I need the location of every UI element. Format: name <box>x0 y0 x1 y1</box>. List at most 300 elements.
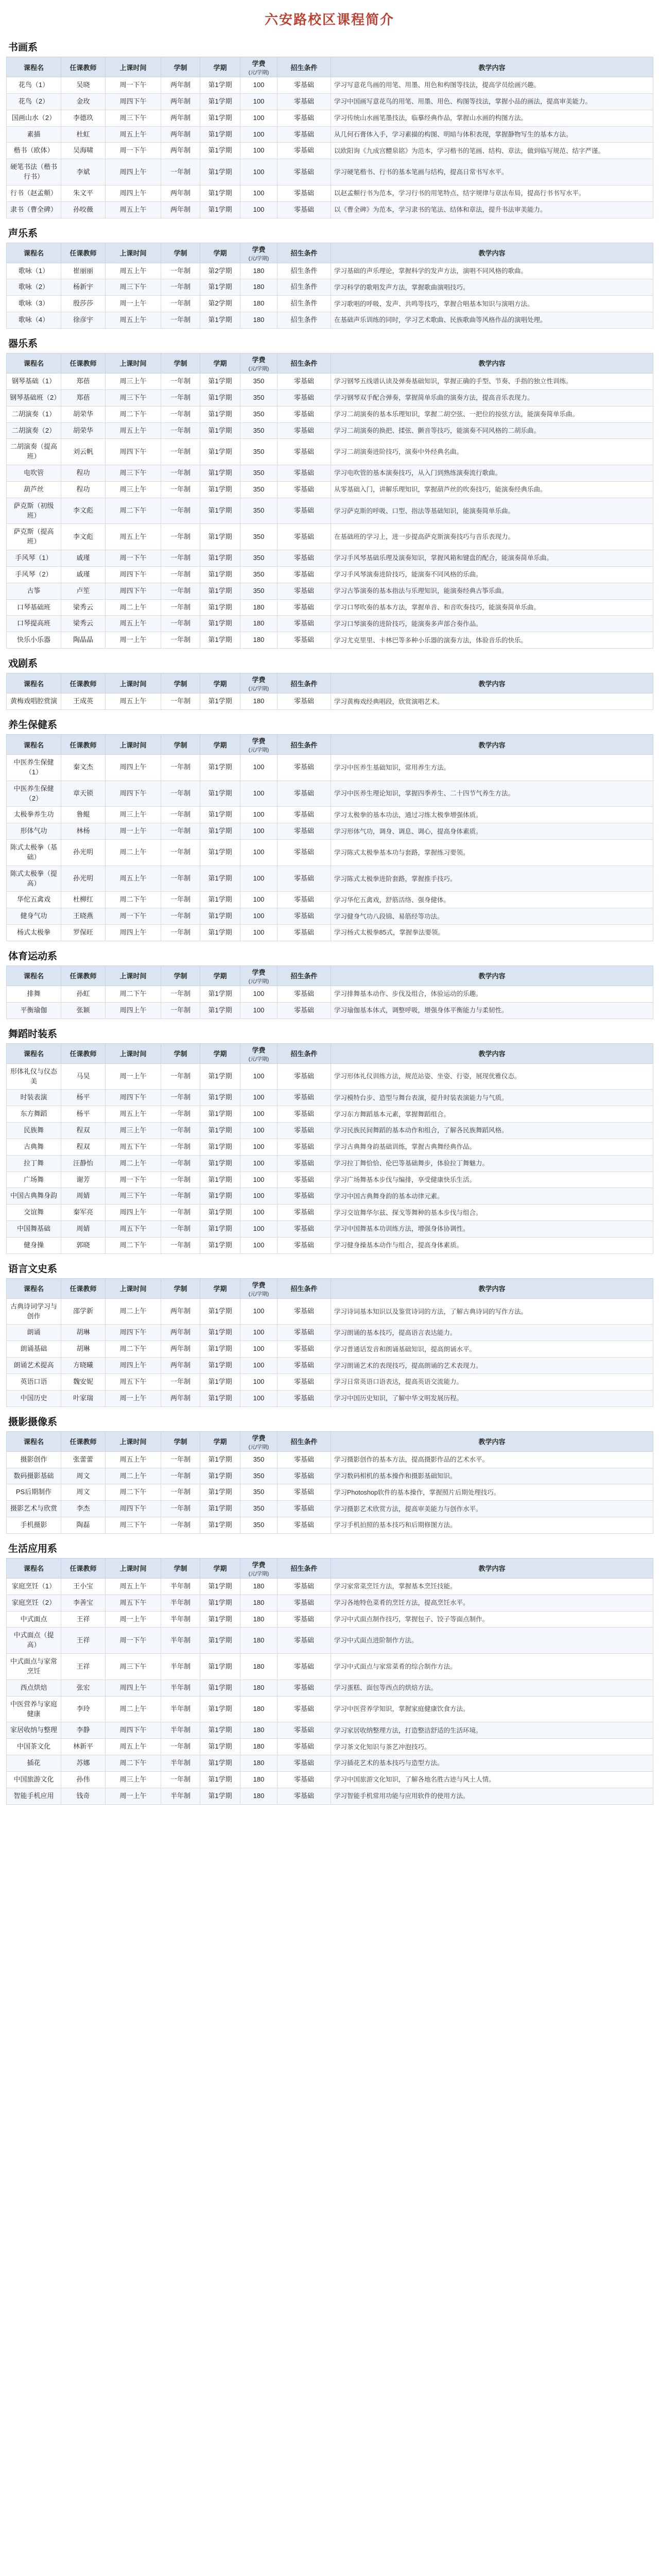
table-header-row <box>7 1431 653 1451</box>
tuition: 100 <box>240 1325 278 1341</box>
fee-unit: (元/学期) <box>248 1571 269 1577</box>
term-length: 半年制 <box>161 1628 200 1654</box>
course-description: 学习中医养生理论知识，掌握四季养生、二十四节气养生方法。 <box>331 781 653 807</box>
term-length: 一年制 <box>161 840 200 866</box>
class-time: 周三上午 <box>106 1771 161 1788</box>
teacher: 杨新宇 <box>61 279 106 296</box>
tuition: 100 <box>240 1188 278 1205</box>
course-description: 学习交谊舞华尔兹、探戈等舞种的基本步伐与组合。 <box>331 1205 653 1221</box>
teacher: 杜虹 <box>61 126 106 143</box>
table-row <box>7 1578 653 1595</box>
header-period: 学期 <box>200 673 240 693</box>
course-description: 学习中国古典舞身韵的基本动律元素。 <box>331 1188 653 1205</box>
enrollment-condition: 零基础 <box>278 1139 331 1155</box>
table-row <box>7 1221 653 1238</box>
table-row <box>7 498 653 524</box>
course-section <box>6 1407 653 1534</box>
header-term: 学制 <box>161 735 200 755</box>
course-description: 在基础声乐训练的同时，学习艺术歌曲、民族歌曲等风格作品的演唱处理。 <box>331 312 653 329</box>
enrollment-condition: 零基础 <box>278 1002 331 1019</box>
teacher: 杨平 <box>61 1090 106 1106</box>
course-name: 歌咏（4） <box>7 312 61 329</box>
table-row <box>7 1755 653 1772</box>
header-condition: 招生条件 <box>278 353 331 373</box>
semester: 第1学期 <box>200 550 240 567</box>
course-description: 学习摄影艺术欣赏方法，提高审美能力与创作水平。 <box>331 1501 653 1517</box>
class-time: 周二下午 <box>106 406 161 422</box>
course-description: 学习古筝演奏的基本指法与乐理知识，能演奏经典古筝乐曲。 <box>331 583 653 599</box>
section-title: 书画系 <box>8 42 38 53</box>
section-title: 舞蹈时装系 <box>8 1028 58 1040</box>
enrollment-condition: 零基础 <box>278 1237 331 1253</box>
teacher: 李德玖 <box>61 110 106 126</box>
semester: 第1学期 <box>200 1205 240 1221</box>
teacher: 李静 <box>61 1722 106 1739</box>
header-name: 课程名 <box>7 1043 61 1063</box>
course-description: 学习硬笔楷书、行书的基本笔画与结构，提高日常书写水平。 <box>331 159 653 185</box>
enrollment-condition: 零基础 <box>278 1358 331 1374</box>
course-description: 学习朗诵艺术的表现技巧，提高朗诵的艺术表现力。 <box>331 1358 653 1374</box>
course-section <box>6 32 653 218</box>
table-row <box>7 925 653 941</box>
semester: 第1学期 <box>200 1451 240 1468</box>
course-description: 学习普通话发音和朗诵基础知识，提高朗诵水平。 <box>331 1341 653 1358</box>
tuition: 100 <box>240 201 278 218</box>
teacher: 马昊 <box>61 1063 106 1090</box>
class-time: 周三下午 <box>106 389 161 406</box>
course-description: 学习摄影创作的基本方法，提高摄影作品的艺术水平。 <box>331 1451 653 1468</box>
teacher: 王祥 <box>61 1654 106 1680</box>
class-time: 周二下午 <box>106 498 161 524</box>
header-name: 课程名 <box>7 965 61 986</box>
header-term: 学制 <box>161 673 200 693</box>
semester: 第1学期 <box>200 892 240 908</box>
tuition: 180 <box>240 1722 278 1739</box>
course-name: 平衡瑜伽 <box>7 1002 61 1019</box>
course-section <box>6 1254 653 1407</box>
class-time: 周二下午 <box>106 1341 161 1358</box>
table-header-row <box>7 735 653 755</box>
class-time: 周一上午 <box>106 823 161 840</box>
tuition: 350 <box>240 1484 278 1501</box>
header-period: 学期 <box>200 57 240 77</box>
header-time: 上课时间 <box>106 57 161 77</box>
semester: 第1学期 <box>200 1106 240 1123</box>
header-name: 课程名 <box>7 57 61 77</box>
term-length: 一年制 <box>161 312 200 329</box>
course-name: 歌咏（2） <box>7 279 61 296</box>
table-row <box>7 1205 653 1221</box>
course-name: 中国茶文化 <box>7 1739 61 1755</box>
class-time: 周一下午 <box>106 143 161 159</box>
enrollment-condition: 零基础 <box>278 1090 331 1106</box>
enrollment-condition: 零基础 <box>278 1298 331 1325</box>
enrollment-condition: 零基础 <box>278 93 331 110</box>
semester: 第1学期 <box>200 986 240 1002</box>
semester: 第1学期 <box>200 693 240 710</box>
term-length: 一年制 <box>161 263 200 279</box>
teacher: 张宏 <box>61 1680 106 1696</box>
course-name: 广场舞 <box>7 1172 61 1188</box>
enrollment-condition: 零基础 <box>278 840 331 866</box>
teacher: 林杨 <box>61 823 106 840</box>
semester: 第1学期 <box>200 1188 240 1205</box>
teacher: 李杰 <box>61 1501 106 1517</box>
table-row <box>7 159 653 185</box>
table-row <box>7 1237 653 1253</box>
tuition: 100 <box>240 185 278 201</box>
teacher: 周文 <box>61 1468 106 1484</box>
table-row <box>7 840 653 866</box>
table-row <box>7 1090 653 1106</box>
course-description: 学习手风琴演奏进阶技巧，能演奏不同风格的乐曲。 <box>331 566 653 583</box>
class-time: 周一上午 <box>106 1390 161 1406</box>
enrollment-condition: 零基础 <box>278 1739 331 1755</box>
term-length: 一年制 <box>161 1155 200 1172</box>
teacher: 杜柳红 <box>61 892 106 908</box>
enrollment-condition: 零基础 <box>278 599 331 616</box>
course-description: 学习尤克里里、卡林巴等多种小乐器的演奏方法，体验音乐的快乐。 <box>331 632 653 649</box>
term-length: 一年制 <box>161 632 200 649</box>
tuition: 100 <box>240 1205 278 1221</box>
table-row <box>7 77 653 94</box>
class-time: 周一下午 <box>106 550 161 567</box>
class-time: 周四下午 <box>106 93 161 110</box>
tuition: 180 <box>240 1628 278 1654</box>
teacher: 陶晶晶 <box>61 632 106 649</box>
semester: 第1学期 <box>200 807 240 823</box>
header-time: 上课时间 <box>106 353 161 373</box>
semester: 第1学期 <box>200 110 240 126</box>
teacher: 叶家瑞 <box>61 1390 106 1406</box>
term-length: 两年制 <box>161 77 200 94</box>
term-length: 一年制 <box>161 1739 200 1755</box>
course-description: 学习萨克斯的呼吸、口型、指法等基础知识，能演奏简单乐曲。 <box>331 498 653 524</box>
term-length: 一年制 <box>161 823 200 840</box>
course-section <box>6 649 653 710</box>
table-row <box>7 406 653 422</box>
class-time: 周一上午 <box>106 296 161 312</box>
class-time: 周五上午 <box>106 312 161 329</box>
semester: 第1学期 <box>200 1722 240 1739</box>
page-title: 六安路校区课程简介 <box>264 12 394 27</box>
class-time: 周五上午 <box>106 1106 161 1123</box>
course-description: 学习写意花鸟画的用笔、用墨、用色和构图等技法，提高学员绘画兴趣。 <box>331 77 653 94</box>
header-name: 课程名 <box>7 1431 61 1451</box>
tuition: 100 <box>240 1063 278 1090</box>
course-name: 中医营养与家庭健康 <box>7 1696 61 1722</box>
tuition: 350 <box>240 406 278 422</box>
tuition: 180 <box>240 296 278 312</box>
header-fee: 学费 (元/学期) <box>240 243 278 263</box>
header-time: 上课时间 <box>106 965 161 986</box>
course-name: 花鸟（2） <box>7 93 61 110</box>
term-length: 两年制 <box>161 1358 200 1374</box>
enrollment-condition: 零基础 <box>278 465 331 482</box>
enrollment-condition: 零基础 <box>278 693 331 710</box>
teacher: 朱文平 <box>61 185 106 201</box>
term-length: 一年制 <box>161 616 200 632</box>
course-name: 手风琴（1） <box>7 550 61 567</box>
course-description: 学习华佗五禽戏，舒筋活络、强身健体。 <box>331 892 653 908</box>
class-time: 周四下午 <box>106 1325 161 1341</box>
course-name: 中医养生保健（2） <box>7 781 61 807</box>
course-name: 朗诵 <box>7 1325 61 1341</box>
enrollment-condition: 零基础 <box>278 126 331 143</box>
header-description: 教学内容 <box>331 1278 653 1298</box>
semester: 第1学期 <box>200 1628 240 1654</box>
course-sections <box>0 32 659 1805</box>
enrollment-condition: 零基础 <box>278 498 331 524</box>
course-section <box>6 941 653 1019</box>
semester: 第1学期 <box>200 1578 240 1595</box>
course-name: 中式面点（提高） <box>7 1628 61 1654</box>
table-row <box>7 550 653 567</box>
tuition: 100 <box>240 77 278 94</box>
table-header-row <box>7 353 653 373</box>
class-time: 周三上午 <box>106 481 161 498</box>
class-time: 周三下午 <box>106 110 161 126</box>
course-name: 歌咏（3） <box>7 296 61 312</box>
teacher: 李文彪 <box>61 498 106 524</box>
course-table <box>6 1431 653 1534</box>
class-time: 周五上午 <box>106 263 161 279</box>
class-time: 周二下午 <box>106 892 161 908</box>
header-description: 教学内容 <box>331 1558 653 1578</box>
class-time: 周五上午 <box>106 524 161 550</box>
term-length: 一年制 <box>161 908 200 925</box>
course-description: 在基础班的学习上，进一步提高萨克斯演奏技巧与音乐表现力。 <box>331 524 653 550</box>
class-time: 周二上午 <box>106 840 161 866</box>
teacher: 戚瑾 <box>61 566 106 583</box>
course-description: 学习杨式太极拳85式，掌握拳法要领。 <box>331 925 653 941</box>
enrollment-condition: 零基础 <box>278 1123 331 1139</box>
course-description: 以赵孟頫行书为范本，学习行书的用笔特点、结字规律与章法布局，提高行书书写水平。 <box>331 185 653 201</box>
course-name: 电吹管 <box>7 465 61 482</box>
semester: 第1学期 <box>200 755 240 781</box>
table-header-row <box>7 243 653 263</box>
teacher: 梁秀云 <box>61 599 106 616</box>
semester: 第1学期 <box>200 599 240 616</box>
term-length: 一年制 <box>161 866 200 892</box>
course-description: 学习二胡演奏的基本乐理知识，掌握二胡空弦、一把位的按弦方法，能演奏简单乐曲。 <box>331 406 653 422</box>
table-row <box>7 524 653 550</box>
header-term: 学制 <box>161 1278 200 1298</box>
course-name: 数码摄影基础 <box>7 1468 61 1484</box>
enrollment-condition: 招生条件 <box>278 296 331 312</box>
class-time: 周五上午 <box>106 693 161 710</box>
enrollment-condition: 零基础 <box>278 1172 331 1188</box>
enrollment-condition: 招生条件 <box>278 263 331 279</box>
teacher: 王小宝 <box>61 1578 106 1595</box>
course-description: 学习蛋糕、面包等西点的烘焙方法。 <box>331 1680 653 1696</box>
term-length: 两年制 <box>161 1298 200 1325</box>
course-description: 以欧阳询《九成宫醴泉铭》为范本，学习楷书的笔画、结构、章法，做到临写规范、结字严谨。 <box>331 143 653 159</box>
class-time: 周五上午 <box>106 616 161 632</box>
semester: 第1学期 <box>200 1680 240 1696</box>
tuition: 350 <box>240 1501 278 1517</box>
class-time: 周一下午 <box>106 1172 161 1188</box>
teacher: 周文 <box>61 1484 106 1501</box>
course-name: 民族舞 <box>7 1123 61 1139</box>
class-time: 周三下午 <box>106 279 161 296</box>
course-description: 学习诗词基本知识以及鉴赏诗词的方法，了解古典诗词的写作方法。 <box>331 1298 653 1325</box>
header-name: 课程名 <box>7 735 61 755</box>
table-header-row <box>7 1278 653 1298</box>
tuition: 180 <box>240 1788 278 1804</box>
enrollment-condition: 零基础 <box>278 1611 331 1628</box>
teacher: 戚瑾 <box>61 550 106 567</box>
header-condition: 招生条件 <box>278 1043 331 1063</box>
class-time: 周四上午 <box>106 1002 161 1019</box>
class-time: 周二上午 <box>106 1298 161 1325</box>
course-name: 花鸟（1） <box>7 77 61 94</box>
course-name: 智能手机应用 <box>7 1788 61 1804</box>
class-time: 周五上午 <box>106 1578 161 1595</box>
table-header-row <box>7 673 653 693</box>
table-row <box>7 1298 653 1325</box>
class-time: 周四下午 <box>106 1501 161 1517</box>
course-description: 学习中医养生基础知识，常用养生方法。 <box>331 755 653 781</box>
term-length: 一年制 <box>161 279 200 296</box>
teacher: 魏安妮 <box>61 1374 106 1391</box>
course-name: 摄影艺术与欣赏 <box>7 1501 61 1517</box>
course-table <box>6 1278 653 1407</box>
class-time: 周五下午 <box>106 1374 161 1391</box>
header-period: 学期 <box>200 243 240 263</box>
course-description: 学习陈式太极拳进阶套路，掌握推手技巧。 <box>331 866 653 892</box>
enrollment-condition: 零基础 <box>278 389 331 406</box>
tuition: 100 <box>240 93 278 110</box>
header-term: 学制 <box>161 965 200 986</box>
tuition: 180 <box>240 1680 278 1696</box>
tuition: 100 <box>240 908 278 925</box>
class-time: 周四下午 <box>106 1090 161 1106</box>
course-name: 古典诗词学习与创作 <box>7 1298 61 1325</box>
teacher: 崔丽丽 <box>61 263 106 279</box>
table-row <box>7 781 653 807</box>
semester: 第1学期 <box>200 481 240 498</box>
semester: 第1学期 <box>200 159 240 185</box>
enrollment-condition: 零基础 <box>278 1755 331 1772</box>
course-description: 以《曹全碑》为范本，学习隶书的笔法、结体和章法，提升书法审美能力。 <box>331 201 653 218</box>
semester: 第1学期 <box>200 1298 240 1325</box>
table-row <box>7 1771 653 1788</box>
header-description: 教学内容 <box>331 735 653 755</box>
header-description: 教学内容 <box>331 673 653 693</box>
semester: 第1学期 <box>200 465 240 482</box>
table-row <box>7 93 653 110</box>
course-description: 学习数码相机的基本操作和摄影基础知识。 <box>331 1468 653 1484</box>
teacher: 方晓曦 <box>61 1358 106 1374</box>
table-row <box>7 1106 653 1123</box>
enrollment-condition: 零基础 <box>278 1722 331 1739</box>
semester: 第2学期 <box>200 296 240 312</box>
enrollment-condition: 零基础 <box>278 1468 331 1484</box>
tuition: 180 <box>240 599 278 616</box>
course-description: 学习中式面点进阶制作方法。 <box>331 1628 653 1654</box>
table-row <box>7 807 653 823</box>
course-description: 学习口琴吹奏的基本方法，掌握单音、和音吹奏技巧，能演奏简单乐曲。 <box>331 599 653 616</box>
teacher: 郑蓓 <box>61 373 106 389</box>
course-name: 形体礼仪与仪态美 <box>7 1063 61 1090</box>
course-name: 中式面点与家常烹饪 <box>7 1654 61 1680</box>
course-table <box>6 965 653 1019</box>
fee-unit: (元/学期) <box>248 70 269 76</box>
teacher: 郭晓 <box>61 1237 106 1253</box>
teacher: 张蕾蕾 <box>61 1451 106 1468</box>
tuition: 100 <box>240 866 278 892</box>
semester: 第1学期 <box>200 1237 240 1253</box>
semester: 第1学期 <box>200 279 240 296</box>
table-row <box>7 632 653 649</box>
course-description: 学习拉丁舞恰恰、伦巴等基础舞步，体验拉丁舞魅力。 <box>331 1155 653 1172</box>
class-time: 周二上午 <box>106 1155 161 1172</box>
semester: 第1学期 <box>200 1771 240 1788</box>
course-name: 歌咏（1） <box>7 263 61 279</box>
header-period: 学期 <box>200 1278 240 1298</box>
course-description: 学习各地特色菜肴的烹饪方法，提高烹饪水平。 <box>331 1595 653 1611</box>
class-time: 周四下午 <box>106 439 161 465</box>
term-length: 半年制 <box>161 1654 200 1680</box>
tuition: 350 <box>240 498 278 524</box>
tuition: 100 <box>240 892 278 908</box>
semester: 第1学期 <box>200 126 240 143</box>
course-description: 学习形体气功，调身、调息、调心，提高身体素质。 <box>331 823 653 840</box>
course-name: 二胡演奏（1） <box>7 406 61 422</box>
header-fee: 学费 (元/学期) <box>240 353 278 373</box>
course-description: 学习智能手机常用功能与应用软件的使用方法。 <box>331 1788 653 1804</box>
enrollment-condition: 零基础 <box>278 1106 331 1123</box>
term-length: 一年制 <box>161 498 200 524</box>
enrollment-condition: 零基础 <box>278 159 331 185</box>
course-name: 手风琴（2） <box>7 566 61 583</box>
class-time: 周二下午 <box>106 1484 161 1501</box>
enrollment-condition: 零基础 <box>278 986 331 1002</box>
term-length: 一年制 <box>161 1484 200 1501</box>
course-description: 学习中国舞基本功训练方法，增强身体协调性。 <box>331 1221 653 1238</box>
table-row <box>7 755 653 781</box>
class-time: 周二上午 <box>106 1696 161 1722</box>
course-name: 东方舞蹈 <box>7 1106 61 1123</box>
tuition: 180 <box>240 632 278 649</box>
semester: 第1学期 <box>200 1755 240 1772</box>
term-length: 一年制 <box>161 422 200 439</box>
class-time: 周三上午 <box>106 1123 161 1139</box>
course-description: 学习钢琴双手配合弹奏，掌握简单乐曲的演奏方法，提高音乐表现力。 <box>331 389 653 406</box>
table-row <box>7 1501 653 1517</box>
course-description: 从几何石膏体入手，学习素描的构图、明暗与体积表现，掌握静物写生的基本方法。 <box>331 126 653 143</box>
tuition: 100 <box>240 1298 278 1325</box>
term-length: 一年制 <box>161 583 200 599</box>
term-length: 半年制 <box>161 1578 200 1595</box>
table-row <box>7 143 653 159</box>
term-length: 两年制 <box>161 143 200 159</box>
tuition: 350 <box>240 422 278 439</box>
table-row <box>7 1155 653 1172</box>
table-row <box>7 1788 653 1804</box>
tuition: 350 <box>240 1517 278 1534</box>
course-name: 硬笔书法（楷书行书） <box>7 159 61 185</box>
class-time: 周五下午 <box>106 1139 161 1155</box>
teacher: 孙光明 <box>61 866 106 892</box>
header-name: 课程名 <box>7 243 61 263</box>
teacher: 郑蓓 <box>61 389 106 406</box>
course-name: 中式面点 <box>7 1611 61 1628</box>
tuition: 180 <box>240 279 278 296</box>
header-condition: 招生条件 <box>278 57 331 77</box>
enrollment-condition: 零基础 <box>278 1680 331 1696</box>
